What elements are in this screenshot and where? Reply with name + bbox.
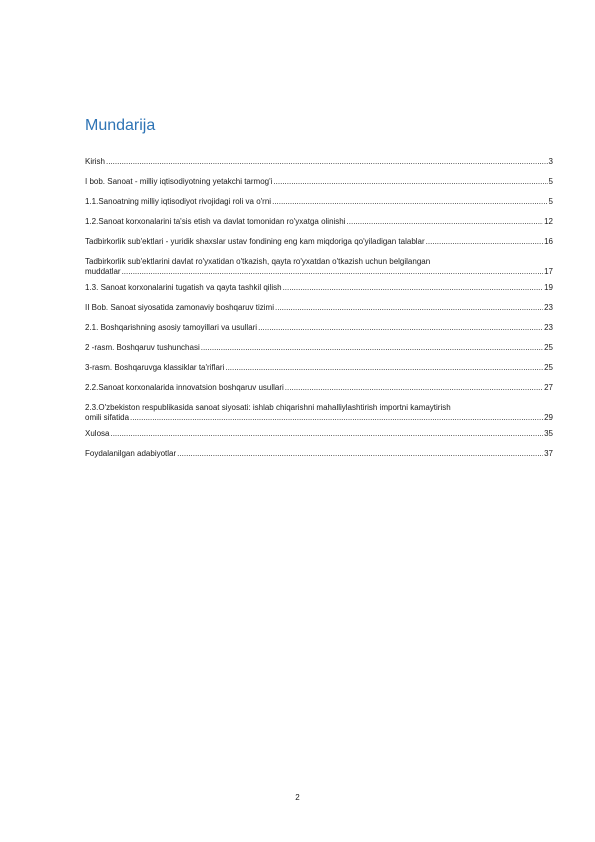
toc-page-number: 17 [544, 267, 553, 276]
toc-entry[interactable] [85, 323, 553, 333]
toc-page-number: 3 [548, 157, 553, 166]
toc-leader-dots [426, 237, 543, 247]
toc-leader-dots [201, 343, 543, 353]
toc-entry-title: Xulosa [85, 429, 110, 438]
toc-entry-title: 2.3.O'zbekiston respublikasida sanoat siyosati: ishlab chiqarishni mahalliylashtirish importni kamaytirish [85, 403, 451, 412]
toc-entry[interactable] [85, 303, 553, 313]
toc-page-number: 19 [544, 283, 553, 292]
toc-entry-title: 1.3. Sanoat korxonalarini tugatish va qayta tashkil qilish [85, 283, 282, 292]
toc-leader-dots [275, 303, 543, 313]
toc-entry[interactable] [85, 217, 553, 227]
toc-leader-dots [106, 157, 548, 167]
toc-entry-title: Tadbirkorlik sub'ektlari - yuridik shaxslar ustav fondining eng kam miqdoriga qo'yiladigan talablar [85, 237, 425, 246]
toc-entry-title: muddatlar [85, 267, 121, 276]
toc-page-number: 29 [544, 413, 553, 422]
toc-entry[interactable] [85, 403, 553, 423]
toc-entry-title: I bob. Sanoat - milliy iqtisodiyotning yetakchi tarmog'i [85, 177, 273, 186]
toc-entry-title: II Bob. Sanoat siyosatida zamonaviy boshqaruv tizimi [85, 303, 274, 312]
toc-entry[interactable] [85, 429, 553, 439]
toc-entry[interactable] [85, 197, 553, 207]
toc-page-number: 23 [544, 303, 553, 312]
toc-entry[interactable] [85, 283, 553, 293]
toc-page-number: 16 [544, 237, 553, 246]
toc-entry-title: 2 -rasm. Boshqaruv tushunchasi [85, 343, 200, 352]
toc-leader-dots [225, 363, 543, 373]
toc-entry-title: 2.1. Boshqarishning asosiy tamoyillari va usullari [85, 323, 258, 332]
toc-entry-title: Tadbirkorlik sub'ektlarini davlat ro'yxatidan o'tkazish, qayta ro'yxatdan o'tkazish uchun belgilangan [85, 257, 431, 266]
toc-entry-title: 1.2.Sanoat korxonalarini ta'sis etish va davlat tomonidan ro'yxatga olinishi [85, 217, 346, 226]
toc-entry-title: 1.1.Sanoatning milliy iqtisodiyot rivojidagi roli va o'rni [85, 197, 272, 206]
toc-leader-dots [258, 323, 543, 333]
toc-page-number: 5 [548, 197, 553, 206]
toc-page-number: 12 [544, 217, 553, 226]
toc-page-number: 35 [544, 429, 553, 438]
toc-entry-title: 3-rasm. Boshqaruvga klassiklar ta'riflari [85, 363, 225, 372]
toc-leader-dots [347, 217, 544, 227]
toc-entry[interactable] [85, 363, 553, 373]
toc-page-number: 37 [544, 449, 553, 458]
toc-page-number: 23 [544, 323, 553, 332]
toc-page-number: 25 [544, 343, 553, 352]
toc-page-number: 5 [548, 177, 553, 186]
toc-entry-title: Foydalanilgan adabiyotlar [85, 449, 177, 458]
toc-entry[interactable] [85, 343, 553, 353]
page-number: 2 [295, 793, 300, 802]
toc-heading: Mundarija [85, 117, 156, 134]
toc-entry[interactable] [85, 177, 553, 187]
toc-entry[interactable] [85, 257, 553, 277]
toc-entry[interactable] [85, 237, 553, 247]
toc-entry-title: Kirish [85, 157, 106, 166]
toc-leader-dots [273, 177, 547, 187]
toc-page-number: 27 [544, 383, 553, 392]
toc-leader-dots [283, 283, 544, 293]
toc-page-number: 25 [544, 363, 553, 372]
toc-entry-title: 2.2.Sanoat korxonalarida innovatsion boshqaruv usullari [85, 383, 284, 392]
toc-leader-dots [110, 429, 543, 439]
toc-entry[interactable] [85, 449, 553, 459]
toc-entry[interactable] [85, 383, 553, 393]
toc-leader-dots [130, 413, 543, 423]
toc-entry[interactable] [85, 157, 553, 167]
toc-leader-dots [122, 267, 544, 277]
toc-leader-dots [177, 449, 543, 459]
toc-entry-title: omili sifatida [85, 413, 130, 422]
toc-leader-dots [272, 197, 547, 207]
toc-leader-dots [285, 383, 543, 393]
